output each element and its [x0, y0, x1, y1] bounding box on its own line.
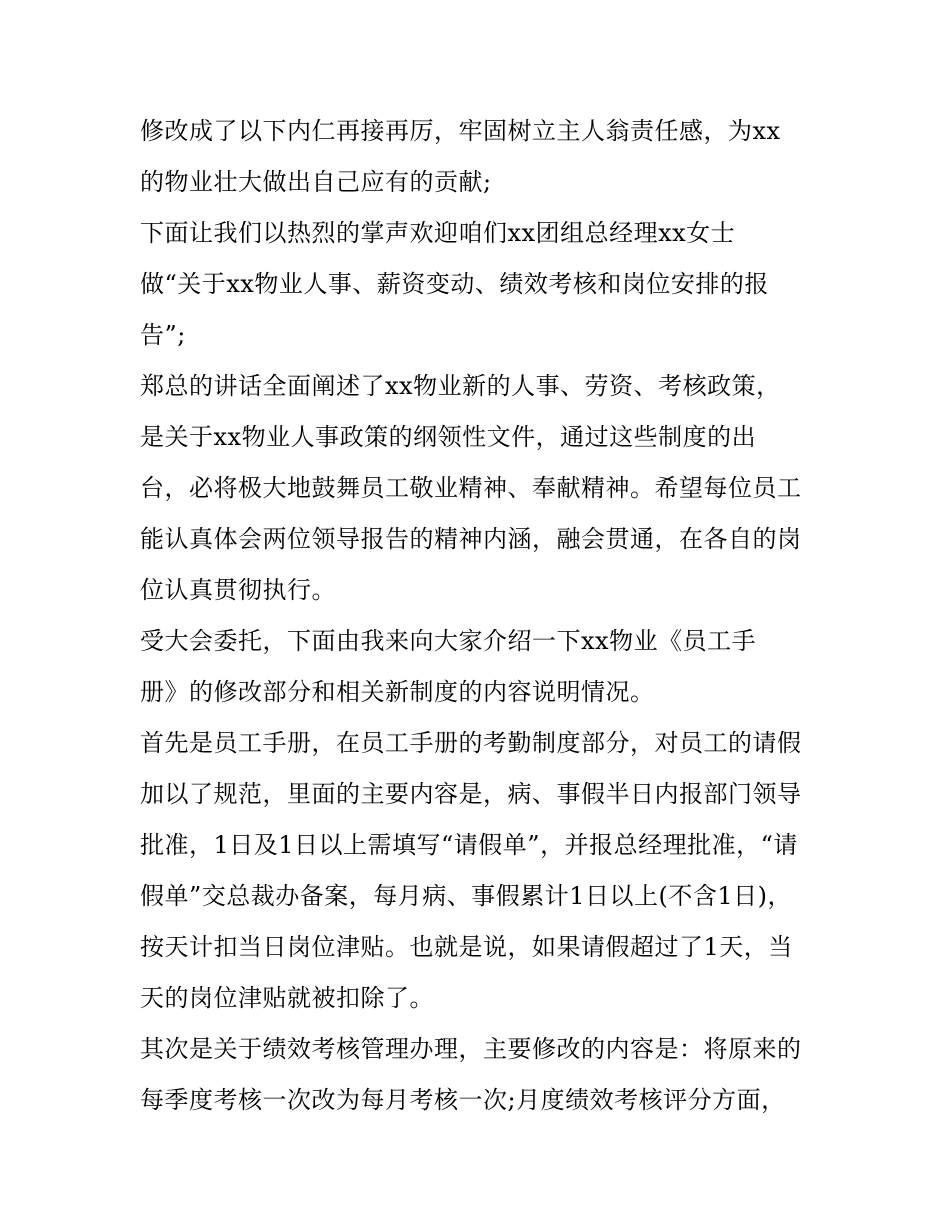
- text-line: 做“关于xx物业人事、薪资变动、绩效考核和岗位安排的报: [140, 270, 769, 298]
- document-body: [140, 106, 820, 1126]
- text-line: 按天计扣当日岗位津贴。也就是说，如果请假超过了1天，当: [140, 933, 793, 961]
- text-line: 台，必将极大地鼓舞员工敬业精神、奉献精神。希望每位员工: [140, 474, 802, 502]
- text-line: 每季度考核一次改为每月考核一次;月度绩效考核评分方面，: [140, 1086, 786, 1114]
- text-line: 其次是关于绩效考核管理办理，主要修改的内容是：将原来的: [140, 1035, 802, 1063]
- text-line: 册》的修改部分和相关新制度的内容说明情况。: [140, 678, 655, 706]
- text-line: 受大会委托，下面由我来向大家介绍一下xx物业《员工手: [140, 627, 757, 655]
- text-line: 位认真贯彻执行。: [140, 576, 336, 604]
- text-line: 首先是员工手册，在员工手册的考勤制度部分，对员工的请假: [140, 729, 802, 757]
- text-line: 是关于xx物业人事政策的纲领性文件，通过这些制度的出: [140, 423, 757, 451]
- text-line: 加以了规范，里面的主要内容是，病、事假半日内报部门领导: [140, 780, 802, 808]
- text-line: 郑总的讲话全面阐述了xx物业新的人事、劳资、考核政策，: [140, 372, 781, 400]
- text-line: 能认真体会两位领导报告的精神内涵，融会贯通，在各自的岗: [140, 525, 802, 553]
- text-line: 告”;: [140, 321, 186, 349]
- text-line: 修改成了以下内仁再接再厉，牢固树立主人翁责任感，为xx: [140, 117, 781, 145]
- text-line: 的物业壮大做出自己应有的贡献;: [140, 168, 492, 196]
- text-line: 假单”交总裁办备案，每月病、事假累计1日以上(不含1日)，: [140, 882, 793, 910]
- text-line: 下面让我们以热烈的掌声欢迎咱们xx团组总经理xx女士: [140, 219, 736, 247]
- text-line: 批准，1日及1日以上需填写“请假单”，并报总经理批准，“请: [140, 831, 798, 859]
- text-line: 天的岗位津贴就被扣除了。: [140, 984, 434, 1012]
